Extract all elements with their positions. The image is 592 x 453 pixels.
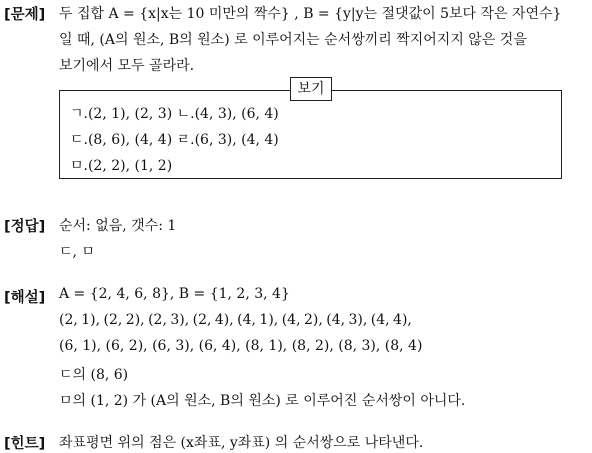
- hint-line-1: 좌표평면 위의 점은 (x좌표, y좌표) 의 순서쌍으로 나타낸다.: [59, 435, 424, 451]
- explanation-line-1: A = {2, 4, 6, 8}, B = {1, 2, 3, 4}: [59, 286, 290, 302]
- problem-line-1: 두 집합 A = {x|x는 10 미만의 짝수} , B = {y|y는 절댓값이 5보다 작은 자연수}: [59, 6, 562, 22]
- problem-label: [문제]: [4, 7, 46, 23]
- answer-line-2: ㄷ, ㅁ: [59, 244, 95, 260]
- option-line-1: ㄱ.(2, 1), (2, 3) ㄴ.(4, 3), (6, 4): [70, 106, 279, 122]
- answer-label: [정답]: [4, 219, 46, 235]
- answer-line-1: 순서: 없음, 갯수: 1: [59, 218, 177, 234]
- problem-line-3: 보기에서 모두 골라라.: [59, 58, 195, 74]
- hint-label: [힌트]: [4, 436, 46, 452]
- explanation-label: [해설]: [4, 290, 46, 306]
- problem-line-2: 일 때, (A의 원소, B의 원소) 로 이루어지는 순서쌍끼리 짝지어지지 않은 것을: [59, 32, 527, 48]
- option-line-3: ㅁ.(2, 2), (1, 2): [70, 158, 173, 174]
- explanation-line-3: (6, 1), (6, 2), (6, 3), (6, 4), (8, 1), (8, 2), (8, 3), (8, 4): [59, 338, 423, 354]
- options-box-title: 보기: [290, 77, 332, 101]
- option-line-2: ㄷ.(8, 6), (4, 4) ㄹ.(6, 3), (4, 4): [70, 132, 279, 148]
- explanation-line-5: ㅁ의 (1, 2) 가 (A의 원소, B의 원소) 로 이루어진 순서쌍이 아니다.: [59, 393, 466, 409]
- explanation-line-4: ㄷ의 (8, 6): [59, 367, 129, 383]
- explanation-line-2: (2, 1), (2, 2), (2, 3), (2, 4), (4, 1), (4, 2), (4, 3), (4, 4),: [59, 312, 412, 328]
